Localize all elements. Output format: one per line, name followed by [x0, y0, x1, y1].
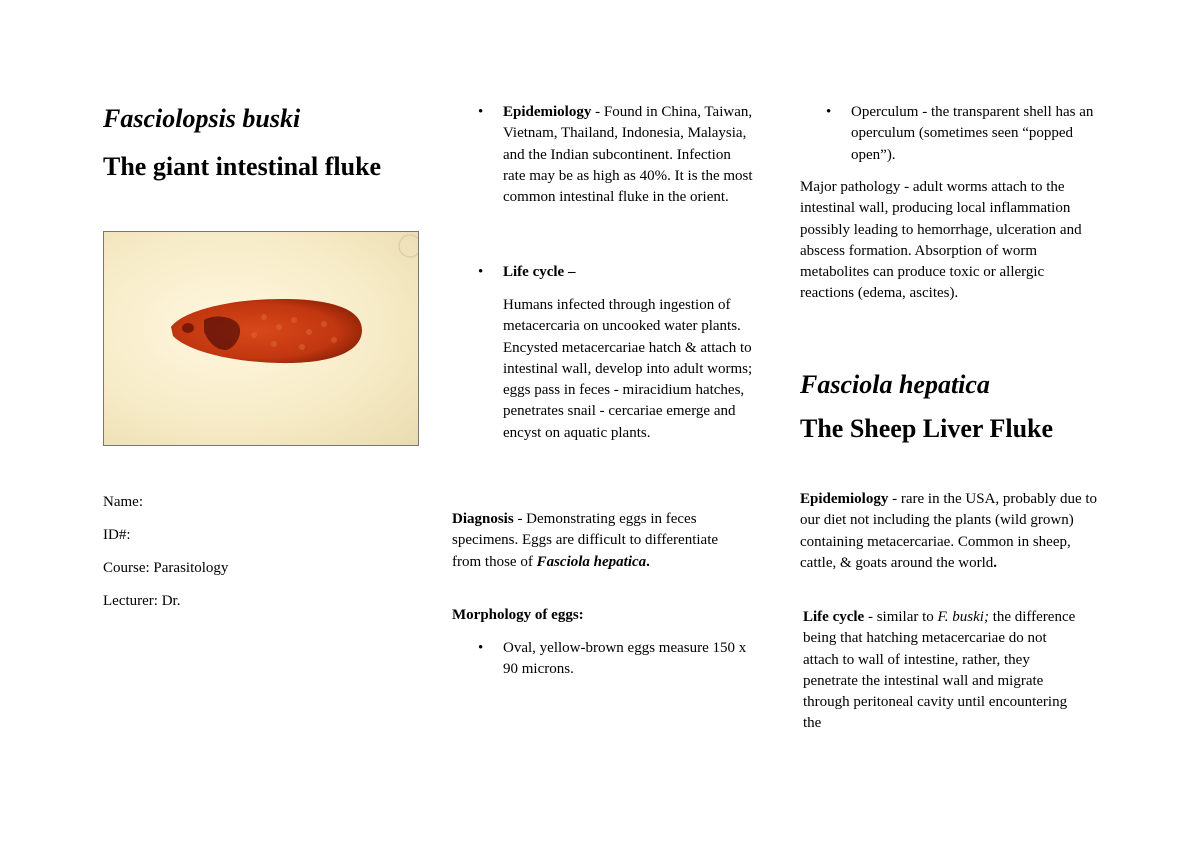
- lifecycle-label: Life cycle: [803, 609, 865, 625]
- form-name-label: Name:: [103, 494, 143, 510]
- epidemiology-text: - Found in China, Taiwan, Vietnam, Thailand, Indonesia, Malaysia, and the Indian subcontinent. Infection rate may be as high as 40%. It is the most common intestinal fluke in the orient.: [503, 104, 753, 206]
- epidemiology-label: Epidemiology: [503, 104, 592, 120]
- diagnosis-text: - Demonstrating eggs in feces specimens. Eggs are difficult to differentiate from those of: [452, 511, 719, 570]
- morphology-bullet: Oval, yellow-brown eggs measure 150 x 90 microns.: [503, 640, 747, 678]
- diagnosis-species: Fasciola hepatica: [536, 553, 647, 570]
- lifecycle-text-a: - similar to: [864, 609, 938, 625]
- diagnosis-label: Diagnosis: [452, 511, 514, 527]
- bullet-icon: •: [478, 264, 484, 280]
- major-pathology: Major pathology - adult worms attach to the intestinal wall, producing local inflammation possibly leading to hemorrhage, ulceration and abscess formation. Absorption of worm metabolites can produce toxic or allergic reactions (edema, ascites).: [800, 179, 1082, 302]
- fbuski-epidemiology: [503, 102, 753, 208]
- fhepatica-epidemiology: [800, 489, 1100, 574]
- fbuski-lifecycle-label: [503, 262, 575, 283]
- fbuski-diagnosis: [452, 509, 742, 573]
- diagnosis-end: .: [646, 553, 650, 570]
- specimen-photo: [103, 231, 419, 446]
- species-title-fasciola: Fasciola hepatica: [800, 370, 990, 399]
- epidemiology-text: - rare in the USA, probably due to our diet not including the plants (wild grown) containing metacercariae. Common in sheep, cattle, & goats around the world: [800, 491, 1098, 571]
- fluke-body: [171, 299, 362, 363]
- bullet-icon: •: [826, 104, 832, 120]
- lifecycle-text-b: the difference being that hatching metacercariae do not attach to wall of intestine, rather, they penetrate the intestinal wall and migrate through peritoneal cavity until encountering the: [803, 609, 1076, 732]
- epidemiology-label: Epidemiology: [800, 491, 889, 507]
- fluke-sucker: [182, 323, 194, 333]
- morphology-heading: [452, 605, 584, 626]
- form-id-label: ID#:: [103, 527, 131, 543]
- fbuski-lifecycle-text: Humans infected through ingestion of metacercaria on uncooked water plants. Encysted metacercariae hatch & attach to intestinal wall, develop into adult worms; eggs pass in feces - miracidium hatches, penetrates snail - cercariae emerge and encyst on aquatic plants.: [503, 297, 753, 441]
- species-title-fasciolopsis: Fasciolopsis buski: [103, 104, 301, 133]
- form-course-label: Course: Parasitology: [103, 560, 229, 576]
- bullet-icon: •: [478, 104, 484, 120]
- operculum-bullet: Operculum - the transparent shell has an operculum (sometimes seen “popped open”).: [851, 104, 1094, 163]
- morphology-heading-text: Morphology of eggs:: [452, 607, 584, 623]
- lifecycle-species: F. buski;: [937, 609, 989, 625]
- form-lecturer-label: Lecturer: Dr.: [103, 593, 181, 609]
- fluke-illustration: [104, 232, 419, 446]
- watermark-seal-icon: [399, 235, 419, 257]
- fhepatica-lifecycle: [803, 607, 1083, 735]
- lifecycle-label: Life cycle –: [503, 264, 576, 280]
- common-name-giant-fluke: The giant intestinal fluke: [103, 152, 382, 181]
- common-name-sheep-fluke: The Sheep Liver Fluke: [800, 414, 1054, 443]
- bullet-icon: •: [478, 640, 484, 656]
- epidemiology-end: .: [993, 554, 998, 571]
